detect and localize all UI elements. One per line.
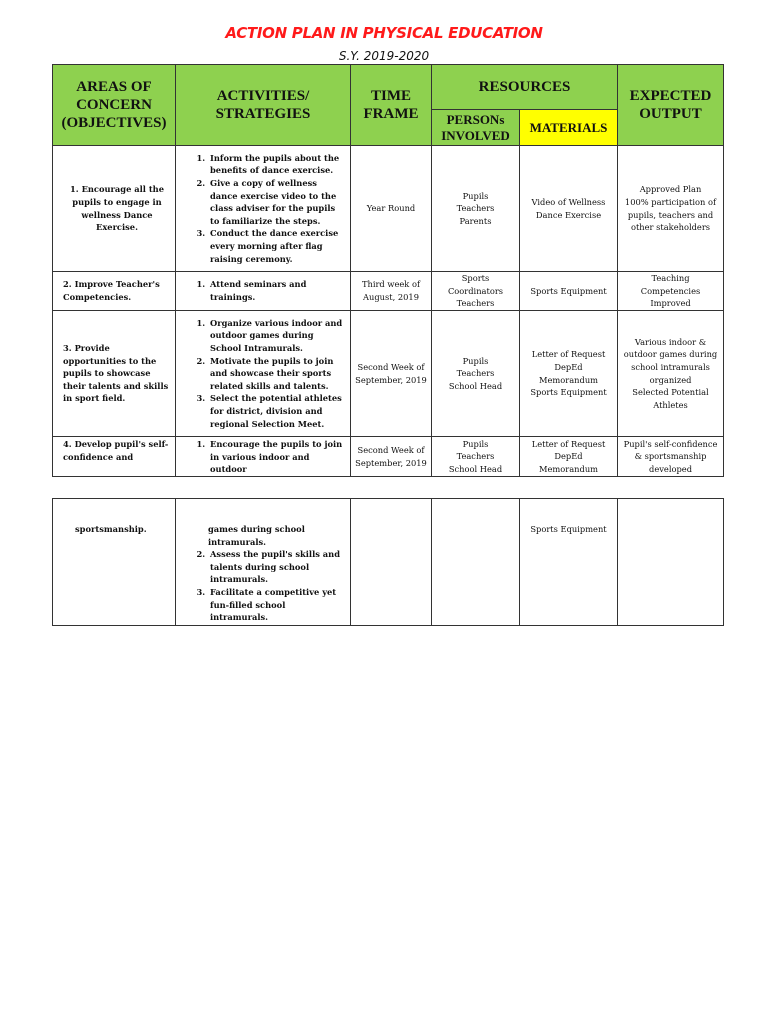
person-item: Sports Coordinators [447,273,504,296]
activity-item: 2. Assess the pupil's skills and talents during school intramurals. [208,548,346,586]
output-cell [618,437,724,477]
material-item: Memorandum [538,463,599,474]
material-item: Sports Equipment [530,387,607,398]
objective-cell [53,311,176,437]
activity-item: 1. Attend seminars and trainings. [208,278,346,303]
objective-cell [53,272,176,311]
persons-cell [432,311,520,437]
output-cell [618,272,724,311]
table-row [53,311,724,437]
person-item: Pupils [462,190,489,201]
materials-cell [520,499,618,626]
activity-item: 3. Conduct the dance exercise every morning after flag raising ceremony. [208,227,346,265]
person-item: Teachers [456,298,495,309]
school-year: S.Y. 2019-2020 [338,49,430,63]
activity-item: 1. Organize various indoor and outdoor games during School Intramurals. [208,317,346,355]
activity-item: 3. Facilitate a competitive yet fun-filled school intramurals. [208,586,346,624]
output-item: Teaching Competencies Improved [640,273,701,309]
output-cell [618,311,724,437]
header-output: EXPECTED OUTPUT [618,65,724,146]
output-item: Selected Potential Athletes [632,387,709,410]
person-item: Teachers [456,451,495,462]
material-item: Sports Equipment [530,285,607,296]
objective-cell [53,146,176,272]
output-item: 100% participation of pupils, teachers and other stakeholders [624,196,717,233]
activities-cell [176,272,351,311]
objective-text: sportsmanship. [75,524,147,534]
activity-item: 1. Encourage the pupils to join in various indoor and outdoor [208,438,346,476]
header-resources: RESOURCES [432,65,618,110]
activity-item: 2. Motivate the pupils to join and showcase their sports related skills and talents. [208,355,346,393]
objective-cell [53,499,176,626]
header-time-frame: TIME FRAME [351,65,432,146]
action-plan-table [52,64,724,477]
objective-cell [53,437,176,477]
header-persons: PERSONs INVOLVED [432,110,520,146]
time-frame-cell: Third week of August, 2019 [351,272,432,311]
materials-cell [520,311,618,437]
persons-cell [432,146,520,272]
table-row [53,437,724,477]
person-item: Parents [459,215,492,226]
activities-cell [176,437,351,477]
header-activities: ACTIVITIES/ STRATEGIES [176,65,351,146]
material-item: DepEd [554,361,583,372]
material-item: Letter of Request [531,438,606,449]
objective-text: Encourage all the pupils to engage in wellness Dance Exercise. [72,184,164,233]
activities-cell [176,499,351,626]
document-title: ACTION PLAN IN PHYSICAL EDUCATION [225,24,543,42]
person-item: Teachers [456,203,495,214]
output-cell [618,146,724,272]
table-row [53,499,724,626]
header-materials: MATERIALS [520,110,618,146]
materials-cell [520,146,618,272]
objective-number: 2. [63,279,72,290]
person-item: Pupils [462,355,489,366]
activity-item: 1. Inform the pupils about the benefits of dance exercise. [208,152,346,177]
activities-cell [176,311,351,437]
objective-number: 1. [70,184,79,195]
material-item: Sports Equipment [530,524,607,534]
person-item: Teachers [456,368,495,379]
materials-cell [520,272,618,311]
person-item: School Head [448,463,503,474]
persons-cell [432,272,520,311]
material-item: DepEd [554,451,583,462]
material-item: Memorandum [538,374,599,385]
table-row [53,272,724,311]
header-areas: AREAS OF CONCERN (OBJECTIVES) [53,65,176,146]
materials-cell [520,437,618,477]
activities-cell [176,146,351,272]
activity-item: 2. Give a copy of wellness dance exercise video to the class adviser for the pupils to familiarize the steps. [208,177,346,227]
action-plan-table-continued [52,498,724,626]
output-cell [618,499,724,626]
objective-number: 4. [63,439,72,449]
person-item: School Head [448,380,503,391]
output-item: Approved Plan [639,184,702,195]
time-frame-cell: Second Week of September, 2019 [351,311,432,437]
output-item: Pupil's self-confidence & sportsmanship developed [623,438,718,474]
objective-text: Improve Teacher's Competencies. [63,279,160,302]
persons-cell [432,437,520,477]
time-frame-cell: Second Week of September, 2019 [351,437,432,477]
objective-text: Provide opportunities to the pupils to showcase their talents and skills in sport field. [63,343,169,404]
activity-item: 3. Select the potential athletes for district, division and regional Selection Meet. [208,392,346,430]
objective-number: 3. [63,343,72,354]
objective-text: Develop pupil's self-confidence and [63,439,169,462]
time-frame-cell: Year Round [351,146,432,272]
output-item: Various indoor & outdoor games during school intramurals organized [623,336,718,385]
person-item: Pupils [462,438,489,449]
time-frame-cell [351,499,432,626]
material-item: Letter of Request [531,349,606,360]
material-item: Video of Wellness Dance Exercise [531,196,606,220]
persons-cell [432,499,520,626]
activity-item-continued: games during school intramurals. [208,524,305,547]
table-row [53,146,724,272]
